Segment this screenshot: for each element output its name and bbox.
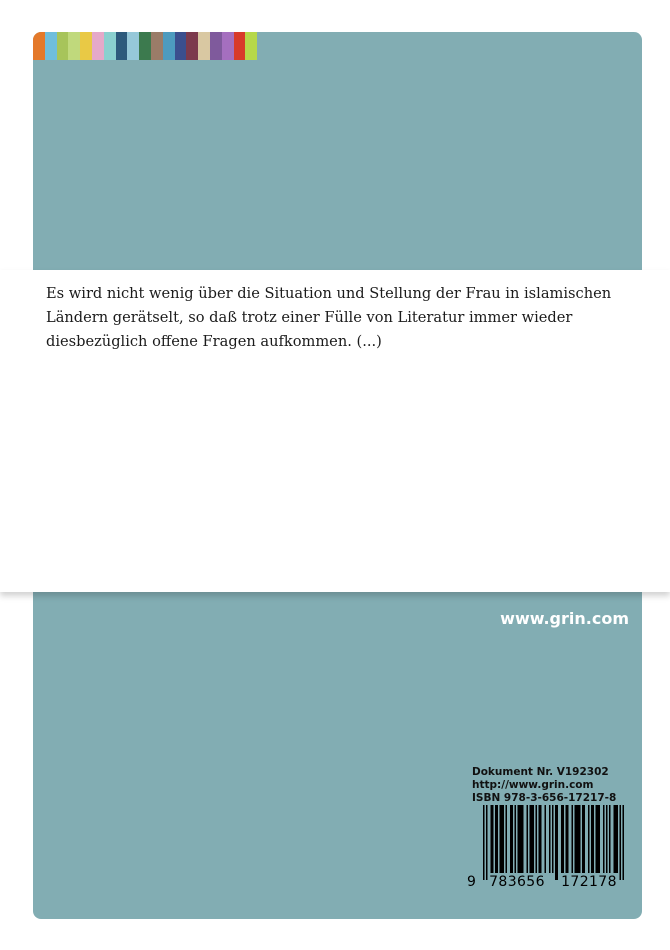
isbn-barcode xyxy=(467,805,627,897)
barcode-bar xyxy=(557,805,559,880)
color-stripe xyxy=(163,32,175,60)
barcode-bar xyxy=(599,805,601,873)
barcode-bar xyxy=(530,805,532,873)
barcode-bar xyxy=(567,805,569,873)
barcode-bar xyxy=(536,805,538,873)
document-number: Dokument Nr. V192302 xyxy=(472,766,609,778)
barcode-bar xyxy=(500,805,502,873)
barcode-bar xyxy=(584,805,586,873)
barcode-bar xyxy=(503,805,505,873)
barcode-bar xyxy=(545,805,547,873)
color-stripe xyxy=(210,32,222,60)
barcode-bar xyxy=(615,805,617,873)
isbn: ISBN 978-3-656-17217-8 xyxy=(472,792,617,804)
color-stripe xyxy=(245,32,257,60)
color-stripe xyxy=(116,32,128,60)
barcode-bar xyxy=(501,805,503,873)
barcode-bar xyxy=(555,805,557,880)
barcode-bar xyxy=(623,805,625,880)
barcode-bar xyxy=(540,805,542,873)
barcode-bar xyxy=(527,805,529,873)
barcode-bar xyxy=(519,805,521,873)
barcode-digits xyxy=(467,874,627,890)
color-stripe xyxy=(45,32,57,60)
color-stripe xyxy=(104,32,116,60)
color-stripe xyxy=(139,32,151,60)
color-stripe xyxy=(234,32,246,60)
color-stripe xyxy=(127,32,139,60)
barcode-digit-group: 172178 xyxy=(561,874,617,890)
description-text xyxy=(46,282,646,354)
color-stripe xyxy=(151,32,163,60)
barcode-bar xyxy=(510,805,512,873)
color-stripe xyxy=(68,32,80,60)
barcode-bar xyxy=(486,805,488,880)
document-url: http://www.grin.com xyxy=(472,779,594,791)
barcode-bar xyxy=(606,805,608,873)
barcode-bar xyxy=(588,805,590,873)
barcode-bar xyxy=(609,805,611,873)
barcode-digit-group: 783656 xyxy=(489,874,545,890)
barcode-bar xyxy=(579,805,581,873)
barcode-bar xyxy=(617,805,619,873)
description-line: Ländern gerätselt, so daß trotz einer Fülle von Literatur immer wieder xyxy=(46,309,573,326)
barcode-bar xyxy=(552,805,554,873)
barcode-bar xyxy=(492,805,494,873)
barcode-bar xyxy=(566,805,568,873)
barcode-bar xyxy=(572,805,574,873)
color-stripe xyxy=(222,32,234,60)
barcode-bar xyxy=(512,805,514,873)
color-stripe xyxy=(57,32,69,60)
barcode-bar xyxy=(518,805,520,873)
barcode-bar xyxy=(603,805,605,873)
document-info xyxy=(472,766,616,805)
barcode-bar xyxy=(497,805,499,873)
barcode-bar xyxy=(495,805,497,873)
color-stripe xyxy=(92,32,104,60)
barcode-digit-first: 9 xyxy=(467,874,476,890)
color-stripe xyxy=(80,32,92,60)
barcode-bar xyxy=(593,805,595,873)
description-panel xyxy=(0,270,670,592)
color-stripe xyxy=(186,32,198,60)
barcode-bar xyxy=(539,805,541,873)
barcode-bar xyxy=(582,805,584,873)
barcode-bar xyxy=(620,805,622,880)
barcode-bar xyxy=(596,805,598,873)
barcode-bar xyxy=(578,805,580,873)
barcode-bar xyxy=(549,805,551,873)
color-stripe xyxy=(198,32,210,60)
color-stripes xyxy=(33,32,257,60)
barcode-bar xyxy=(522,805,524,873)
barcode-bar xyxy=(575,805,577,873)
barcode-bar xyxy=(561,805,563,873)
barcode-bar xyxy=(614,805,616,873)
description-line: Es wird nicht wenig über die Situation und Stellung der Frau in islamischen xyxy=(46,285,612,302)
publisher-website: www.grin.com xyxy=(500,609,629,628)
barcode-bar xyxy=(531,805,533,873)
barcode-bar xyxy=(506,805,508,873)
barcode-bar xyxy=(597,805,599,873)
barcode-bar xyxy=(521,805,523,873)
color-stripe xyxy=(33,32,45,60)
barcode-bar xyxy=(491,805,493,873)
barcode-bar xyxy=(591,805,593,873)
barcode-bar xyxy=(483,805,485,880)
color-stripe xyxy=(175,32,187,60)
barcode-bar xyxy=(576,805,578,873)
barcode-bar xyxy=(563,805,565,873)
barcode-bar xyxy=(533,805,535,873)
description-line: diesbezüglich offene Fragen aufkommen. (...) xyxy=(46,333,382,350)
barcode-bar xyxy=(515,805,517,873)
